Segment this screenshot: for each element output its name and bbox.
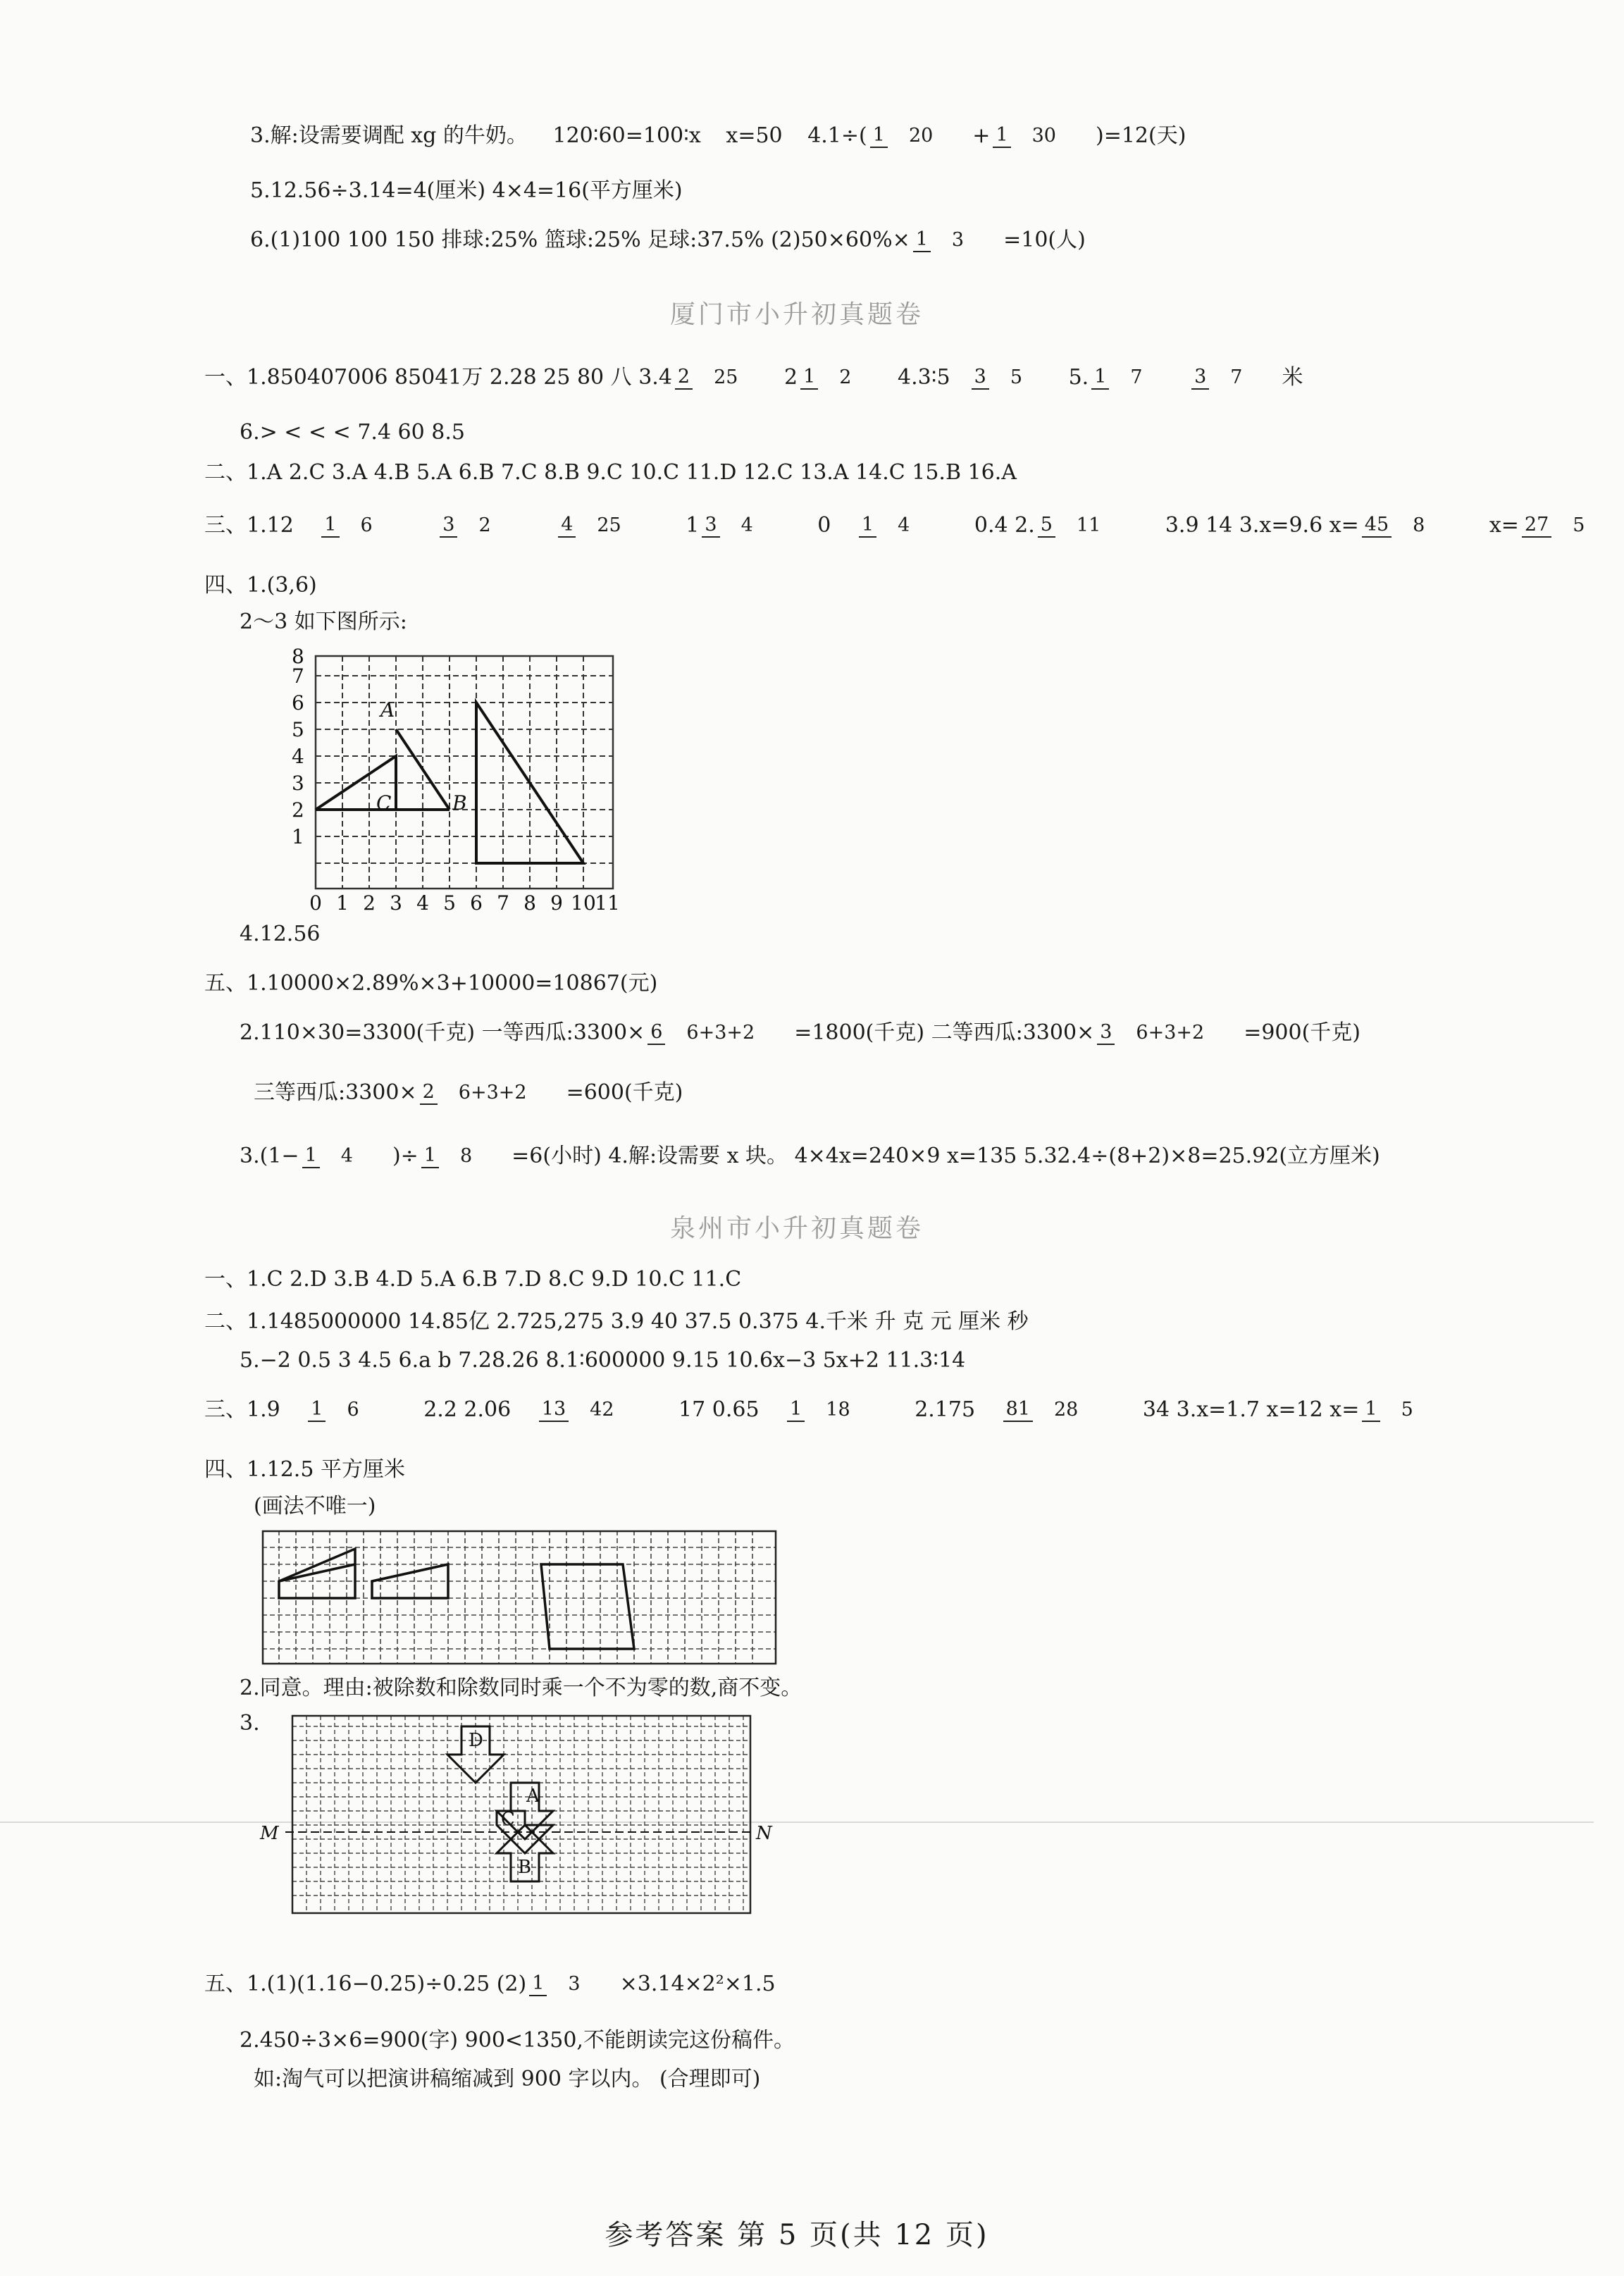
quanzhou-part5-2b: 如:淘气可以把演讲稿缩减到 900 字以内。 (合理即可) [254,2067,761,2091]
xiamen-part1-row2: 6.> < < < 7.4 60 8.5 [240,420,465,445]
coordinate-grid-figure [282,638,648,913]
fraction: 2 25 [675,366,760,390]
fraction: 1 7 [1091,366,1163,390]
grid-figure-arrows [257,1712,772,1924]
x-tick: 5 [443,891,456,915]
fraction: 45 8 [1362,514,1446,538]
page-footer: 参考答案 第 5 页(共 12 页) [605,2219,989,2251]
label-b: B [518,1857,532,1878]
fraction: 3 7 [1191,366,1263,390]
x-tick: 7 [497,891,509,915]
xiamen-part3: 三、1.12 1 6 3 2 4 25 1 3 4 0 1 4 0.4 2. 5 11 3.9 14 3.x=9.6 x= 45 8 x= 27 5 [204,511,1624,540]
y-tick: 4 [292,745,304,768]
label-d: D [469,1730,483,1751]
quanzhou-part5-2: 2.450÷3×6=900(字) 900<1350,不能朗读完这份稿件。 [240,2028,795,2053]
fraction: 3 5 [972,366,1043,390]
quanzhou-part5-1: 五、1.(1)(1.16−0.25)÷0.25 (2) 1 3 ×3.14×2²×1.5 [204,1972,776,1996]
x-tick: 0 [309,891,322,915]
fraction: 3 2 [440,514,512,538]
x-tick: 4 [416,891,429,915]
label-c: C [501,1809,515,1830]
y-axis-ticks [292,645,304,848]
y-tick: 8 [292,645,304,668]
point-label-a: A [380,698,395,722]
quanzhou-part2-row1: 二、1.1485000000 14.85亿 2.725,275 3.9 40 37.5 0.375 4.千米 升 克 元 厘米 秒 [204,1309,1029,1334]
label-n: N [756,1823,772,1844]
grid-figure-quadrilaterals [262,1530,776,1664]
y-tick: 2 [292,798,304,822]
fraction: 1 8 [421,1144,493,1168]
xiamen-part5-2: 2.110×30=3300(千克) 一等西瓜:3300× 6 6+3+2 =1800(千克) 二等西瓜:3300× 3 6+3+2 =900(千克) [240,1020,1360,1045]
xiamen-part5-2b: 三等西瓜:3300× 2 6+3+2 =600(千克) [254,1080,683,1105]
x-tick: 3 [390,891,402,915]
x-axis-ticks [309,891,620,915]
point-label-b: B [452,791,467,815]
fraction: 13 42 [539,1398,636,1422]
section-title-quanzhou: 泉州市小升初真题卷 [669,1214,924,1243]
fraction: 81 28 [1003,1398,1100,1422]
quanzhou-part3: 三、1.9 1 6 2.2 2.06 13 42 17 0.65 1 18 2.175 81 28 34 3.x=1.7 x=12 x= 1 5 [204,1395,1453,1424]
fraction: 2 6+3+2 [420,1081,548,1105]
x-tick: 8 [523,891,536,915]
y-tick: 6 [292,691,304,715]
quanzhou-part4-note: (画法不唯一) [254,1494,376,1519]
fraction: 1 3 [529,1972,601,1996]
x-tick: 11 [595,891,620,915]
xiamen-part5-1: 五、1.10000×2.89%×3+10000=10867(元) [204,971,658,996]
fraction: 4 25 [558,514,643,538]
x-tick: 2 [363,891,376,915]
y-tick: 1 [292,825,304,848]
y-tick: 5 [292,718,304,741]
fraction: 1 5 [1362,1398,1434,1422]
xiamen-part4-4: 4.12.56 [240,922,321,946]
fraction: 1 3 [913,228,985,252]
y-tick: 7 [292,664,304,688]
fraction: 3 6+3+2 [1097,1021,1225,1045]
quanzhou-part4-2: 2.同意。理由:被除数和除数同时乘一个不为零的数,商不变。 [240,1676,802,1700]
fraction: 1 6 [308,1398,380,1422]
x-tick: 10 [571,891,596,915]
fraction: 27 5 [1522,514,1606,538]
answer-line-5: 5.12.56÷3.14=4(厘米) 4×4=16(平方厘米) [250,178,683,203]
xiamen-part4-1: 四、1.(3,6) [204,573,317,598]
x-tick: 6 [470,891,483,915]
page-divider [0,1822,1594,1823]
fraction: 1 30 [993,124,1077,148]
x-tick: 9 [550,891,563,915]
xiamen-part4-2: 2～3 如下图所示: [240,610,407,634]
label-m: M [260,1823,279,1844]
y-tick: 3 [292,772,304,795]
fraction: 1 6 [321,514,393,538]
quanzhou-part1: 一、1.C 2.D 3.B 4.D 5.A 6.B 7.D 8.C 9.D 10.C 11.C [204,1267,742,1292]
x-tick: 1 [336,891,349,915]
xiamen-part5-3: 3.(1− 1 4 )÷ 1 8 =6(小时) 4.解:设需要 x 块。 4×4x=240×9 x=135 5.32.4÷(8+2)×8=25.92(立方厘米) [240,1144,1380,1168]
fraction: 1 18 [787,1398,872,1422]
section-title-xiamen: 厦门市小升初真题卷 [669,300,924,329]
fraction: 1 4 [859,514,931,538]
fraction: 1 20 [870,124,955,148]
fraction: 3 4 [702,514,774,538]
xiamen-part1-row1: 一、1.850407006 85041万 2.28 25 80 八 3.4 2 25 2 1 2 4.3∶5 3 5 5. 1 7 3 7 米 [204,365,1303,390]
answer-line-3: 3.解:设需要调配 xg 的牛奶。 120∶60=100∶x x=50 4.1÷( 1 20 + 1 30 )=12(天) [250,123,1186,148]
fraction: 1 2 [800,366,872,390]
fraction: 6 6+3+2 [647,1021,776,1045]
answer-line-6: 6.(1)100 100 150 排球:25% 篮球:25% 足球:37.5% (2)50×60%× 1 3 =10(人) [250,228,1086,252]
point-label-c: C [376,791,392,815]
fraction: 1 4 [302,1144,374,1168]
xiamen-part2: 二、1.A 2.C 3.A 4.B 5.A 6.B 7.C 8.B 9.C 10.C 11.D 12.C 13.A 14.C 15.B 16.A [204,460,1017,485]
quanzhou-part4-1: 四、1.12.5 平方厘米 [204,1457,405,1482]
label-a: A [526,1786,540,1807]
quanzhou-part2-row2: 5.−2 0.5 3 4.5 6.a b 7.28.26 8.1∶600000 9.15 10.6x−3 5x+2 11.3∶14 [240,1348,966,1373]
fraction: 5 11 [1038,514,1122,538]
quanzhou-part4-3: 3. [240,1711,260,1736]
